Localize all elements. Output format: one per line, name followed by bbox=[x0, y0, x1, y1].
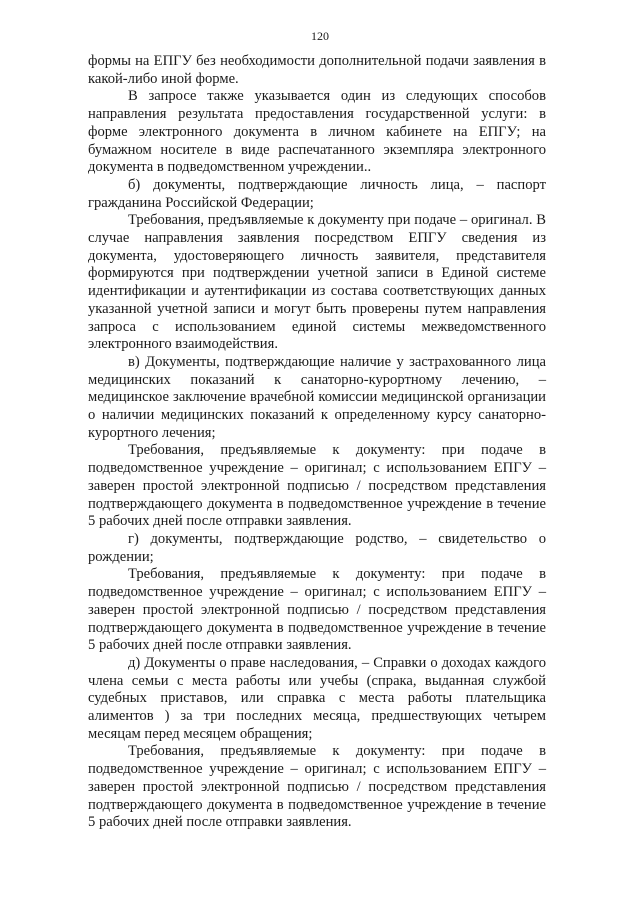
paragraph-requirements-d: Требования, предъявляемые к документу: при подаче в подведомственное учреждение – оригинал; с использованием ЕПГУ – заверен простой электронной подписью / посредством представления подтверждающего документа в подведомственное учреждение в течение 5 рабочих дней после отправки заявления. bbox=[88, 743, 546, 831]
paragraph-item-v: в) Документы, подтверждающие наличие у застрахованного лица медицинских показаний к санаторно-курортному лечению, – медицинское заключение врачебной комиссии медицинской организации о наличии медицинских показаний к определенному курсу санаторно-курортного лечения; bbox=[88, 353, 546, 441]
paragraph-requirements-g: Требования, предъявляемые к документу: при подаче в подведомственное учреждение – оригинал; с использованием ЕПГУ – заверен простой электронной подписью / посредством представления подтверждающего документа в подведомственное учреждение в течение 5 рабочих дней после отправки заявления. bbox=[88, 566, 546, 654]
paragraph-requirements-v: Требования, предъявляемые к документу: при подаче в подведомственное учреждение – оригинал; с использованием ЕПГУ – заверен простой электронной подписью / посредством представления подтверждающего документа в подведомственное учреждение в течение 5 рабочих дней после отправки заявления. bbox=[88, 442, 546, 530]
page-number: 120 bbox=[311, 29, 329, 43]
paragraph-requirements-b: Требования, предъявляемые к документу при подаче – оригинал. В случае направления заявления посредством ЕПГУ сведения из документа, удостоверяющего личность заявителя, представителя формируются при подтверждении учетной записи в Единой системе идентификации и аутентификации из состава соответствующих данных указанной учетной записи и могут быть проверены путем направления запроса с использованием единой системы межведомственного электронного взаимодействия. bbox=[88, 212, 546, 353]
paragraph-continuation: формы на ЕПГУ без необходимости дополнительной подачи заявления в какой-либо иной форме. bbox=[88, 53, 546, 87]
paragraph-item-d: д) Документы о праве наследования, – Справки о доходах каждого члена семьи с места работы или учебы (спрака, выданная службой судебных приставов, или справка с места работы плательщика алиментов ) за три последних месяца, предшествующих четырем месяцам перед месяцем обращения; bbox=[88, 654, 546, 742]
document-body bbox=[88, 53, 546, 832]
paragraph-result-delivery: В запросе также указывается один из следующих способов направления результата предоставления государственной услуги: в форме электронного документа в личном кабинете на ЕПГУ; на бумажном носителе в виде распечатанного экземпляра электронного документа в подведомственном учреждении.. bbox=[88, 88, 546, 176]
paragraph-item-g: г) документы, подтверждающие родство, – свидетельство о рождении; bbox=[88, 530, 546, 565]
paragraph-item-b: б) документы, подтверждающие личность лица, – паспорт гражданина Российской Федерации; bbox=[88, 176, 546, 211]
